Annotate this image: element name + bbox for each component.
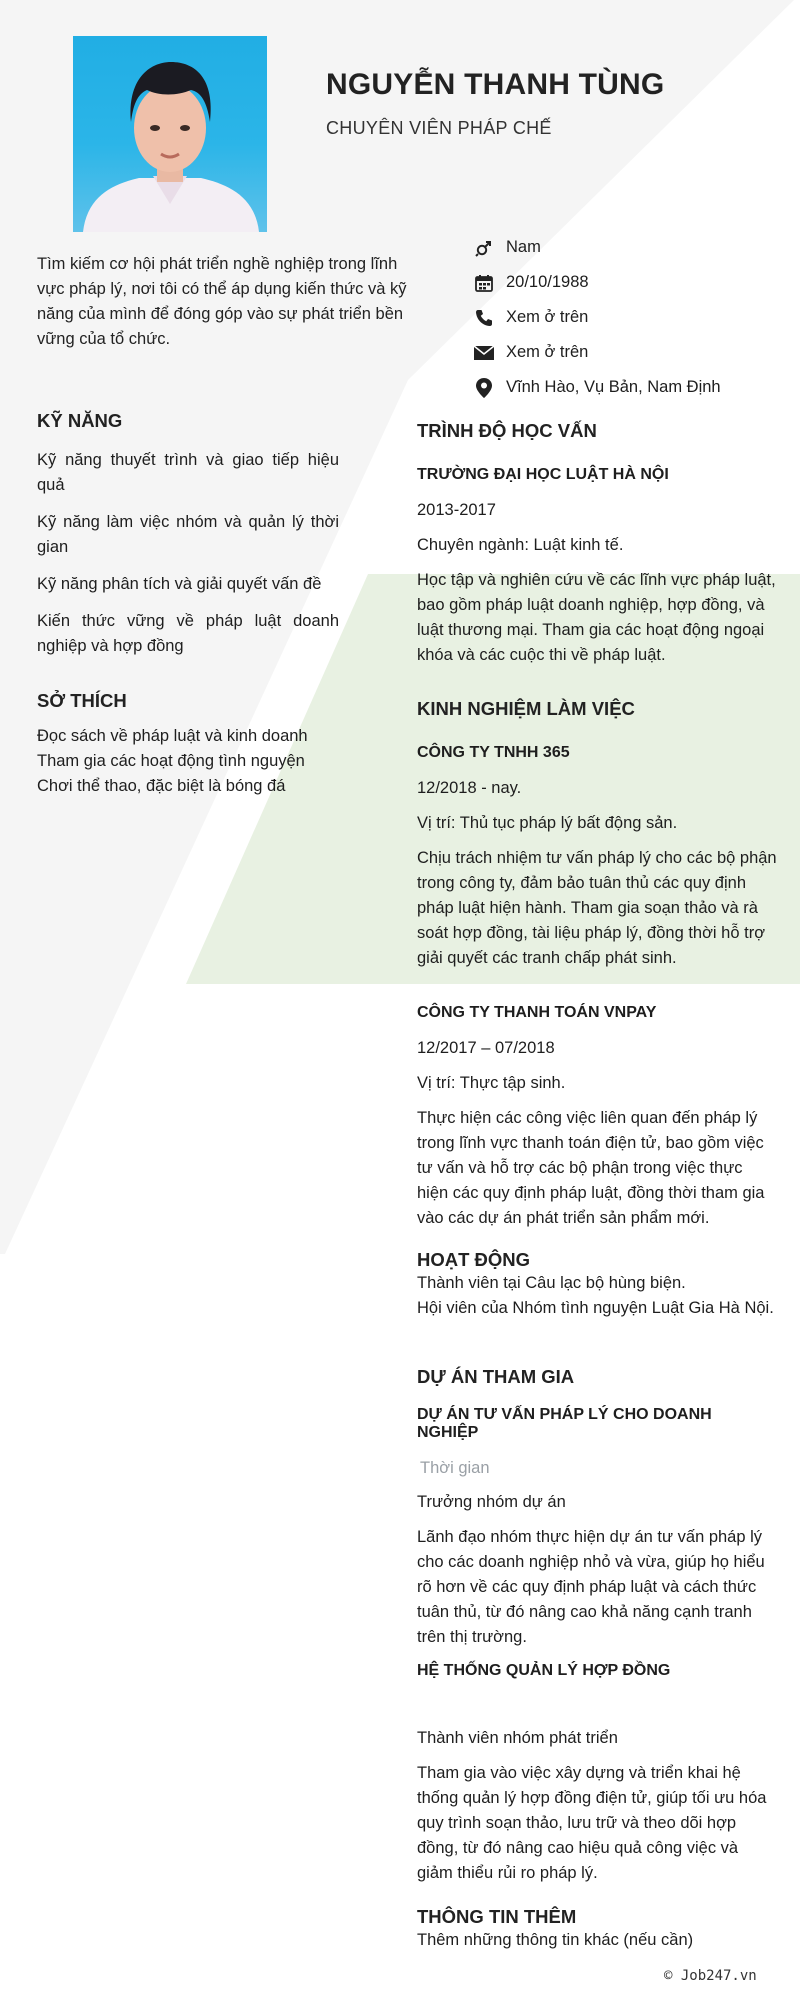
education-title: TRÌNH ĐỘ HỌC VẤN (417, 420, 597, 441)
project-name: HỆ THỐNG QUẢN LÝ HỢP ĐỒNG (417, 1662, 671, 1679)
candidate-name: NGUYỄN THANH TÙNG (326, 68, 665, 101)
job-title: CHUYÊN VIÊN PHÁP CHẾ (326, 118, 552, 138)
info-email (474, 335, 774, 370)
school-name: TRƯỜNG ĐẠI HỌC LUẬT HÀ NỘI (417, 466, 669, 483)
job-description: Chịu trách nhiệm tư vấn pháp lý cho các bộ phận trong công ty, đảm bảo tuân thủ các quy định pháp luật hiện hành. Tham gia soạn thảo và rà soát hợp đồng, tài liệu pháp lý, đồng thời hỗ trợ giải quyết các tranh chấp phát sinh. (417, 849, 777, 967)
job-company: CÔNG TY TNHH 365 (417, 744, 570, 761)
additional-section (417, 1906, 777, 1953)
education-section (417, 420, 777, 668)
experience-title: KINH NGHIỆM LÀM VIỆC (417, 698, 635, 719)
skills-title: KỸ NĂNG (37, 410, 123, 431)
gender-icon (474, 238, 494, 258)
info-birthday (474, 265, 774, 300)
projects-section (417, 1366, 777, 1650)
projects-title: DỰ ÁN THAM GIA (417, 1366, 575, 1387)
project-2 (417, 1662, 777, 1886)
info-gender (474, 230, 774, 265)
skill-item: Kỹ năng thuyết trình và giao tiếp hiệu quả (37, 451, 339, 494)
job-period: 12/2018 - nay. (417, 779, 522, 797)
info-value: Xem ở trên (506, 343, 589, 361)
info-value: Vĩnh Hào, Vụ Bản, Nam Định (506, 378, 721, 396)
activity-item: Thành viên tại Câu lạc bộ hùng biện. (417, 1274, 686, 1292)
email-icon (474, 343, 494, 363)
activities-title: HOẠT ĐỘNG (417, 1249, 531, 1270)
project-description: Lãnh đạo nhóm thực hiện dự án tư vấn pháp lý cho các doanh nghiệp nhỏ và vừa, giúp họ hiểu rõ hơn về các quy định pháp luật và cách thức tuân thủ, từ đó nâng cao khả năng cạnh tranh trên thị trường. (417, 1528, 765, 1646)
hobbies-section (37, 690, 339, 799)
experience-section (417, 698, 777, 971)
additional-title: THÔNG TIN THÊM (417, 1906, 577, 1927)
info-phone (474, 300, 774, 335)
info-value: Nam (506, 238, 541, 256)
hobby-item: Tham gia các hoạt động tình nguyện (37, 752, 305, 770)
hobby-item: Đọc sách về pháp luật và kinh doanh (37, 727, 308, 745)
education-period: 2013-2017 (417, 501, 496, 519)
calendar-icon (474, 273, 494, 293)
profile-photo (73, 36, 267, 232)
info-value: Xem ở trên (506, 308, 589, 326)
job-period: 12/2017 – 07/2018 (417, 1039, 555, 1057)
education-description: Học tập và nghiên cứu về các lĩnh vực pháp luật, bao gồm pháp luật doanh nghiệp, hợp đồng, và luật thương mại. Tham gia các hoạt động ngoại khóa và các cuộc thi về pháp luật. (417, 571, 776, 664)
job-position: Vị trí: Thực tập sinh. (417, 1074, 566, 1092)
additional-text: Thêm những thông tin khác (nếu cần) (417, 1931, 694, 1949)
job-description: Thực hiện các công việc liên quan đến pháp lý trong lĩnh vực thanh toán điện tử, bao gồm việc tư vấn và hỗ trợ các bộ phận trong việc thực hiện các quy định pháp luật, đồng thời tham gia vào các dự án phát triển sản phẩm mới. (417, 1109, 765, 1227)
project-time: Thời gian (420, 1459, 490, 1477)
education-major: Chuyên ngành: Luật kinh tế. (417, 536, 624, 554)
hobby-item: Chơi thể thao, đặc biệt là bóng đá (37, 777, 286, 795)
footer-watermark: © Job247.vn (664, 1968, 757, 1984)
activity-item: Hội viên của Nhóm tình nguyện Luật Gia Hà Nội. (417, 1299, 774, 1317)
activities-section (417, 1249, 777, 1321)
project-name: DỰ ÁN TƯ VẤN PHÁP LÝ CHO DOANH NGHIỆP (417, 1406, 712, 1441)
info-address (474, 370, 774, 405)
project-role: Thành viên nhóm phát triển (417, 1729, 618, 1747)
experience-job-2 (417, 1004, 777, 1231)
career-objective: Tìm kiếm cơ hội phát triển nghề nghiệp trong lĩnh vực pháp lý, nơi tôi có thể áp dụng kiến thức và kỹ năng của mình để đóng góp vào sự phát triển bền vững của tổ chức. (37, 255, 407, 348)
project-role: Trưởng nhóm dự án (417, 1493, 566, 1511)
phone-icon (474, 308, 494, 328)
project-description: Tham gia vào việc xây dựng và triển khai hệ thống quản lý hợp đồng điện tử, giúp tối ưu hóa quy trình soạn thảo, lưu trữ và theo dõi hợp đồng, từ đó nâng cao hiệu quả công việc và giảm thiểu rủi ro pháp lý. (417, 1764, 767, 1882)
skills-section (37, 410, 339, 671)
info-value: 20/10/1988 (506, 273, 589, 291)
skill-item: Kiến thức vững về pháp luật doanh nghiệp và hợp đồng (37, 612, 339, 655)
skill-item: Kỹ năng phân tích và giải quyết vấn đề (37, 575, 322, 593)
hobbies-title: SỞ THÍCH (37, 690, 127, 711)
location-icon (474, 378, 494, 398)
job-company: CÔNG TY THANH TOÁN VNPAY (417, 1004, 657, 1021)
personal-info (474, 230, 774, 405)
skill-item: Kỹ năng làm việc nhóm và quản lý thời gian (37, 513, 339, 556)
job-position: Vị trí: Thủ tục pháp lý bất động sản. (417, 814, 678, 832)
